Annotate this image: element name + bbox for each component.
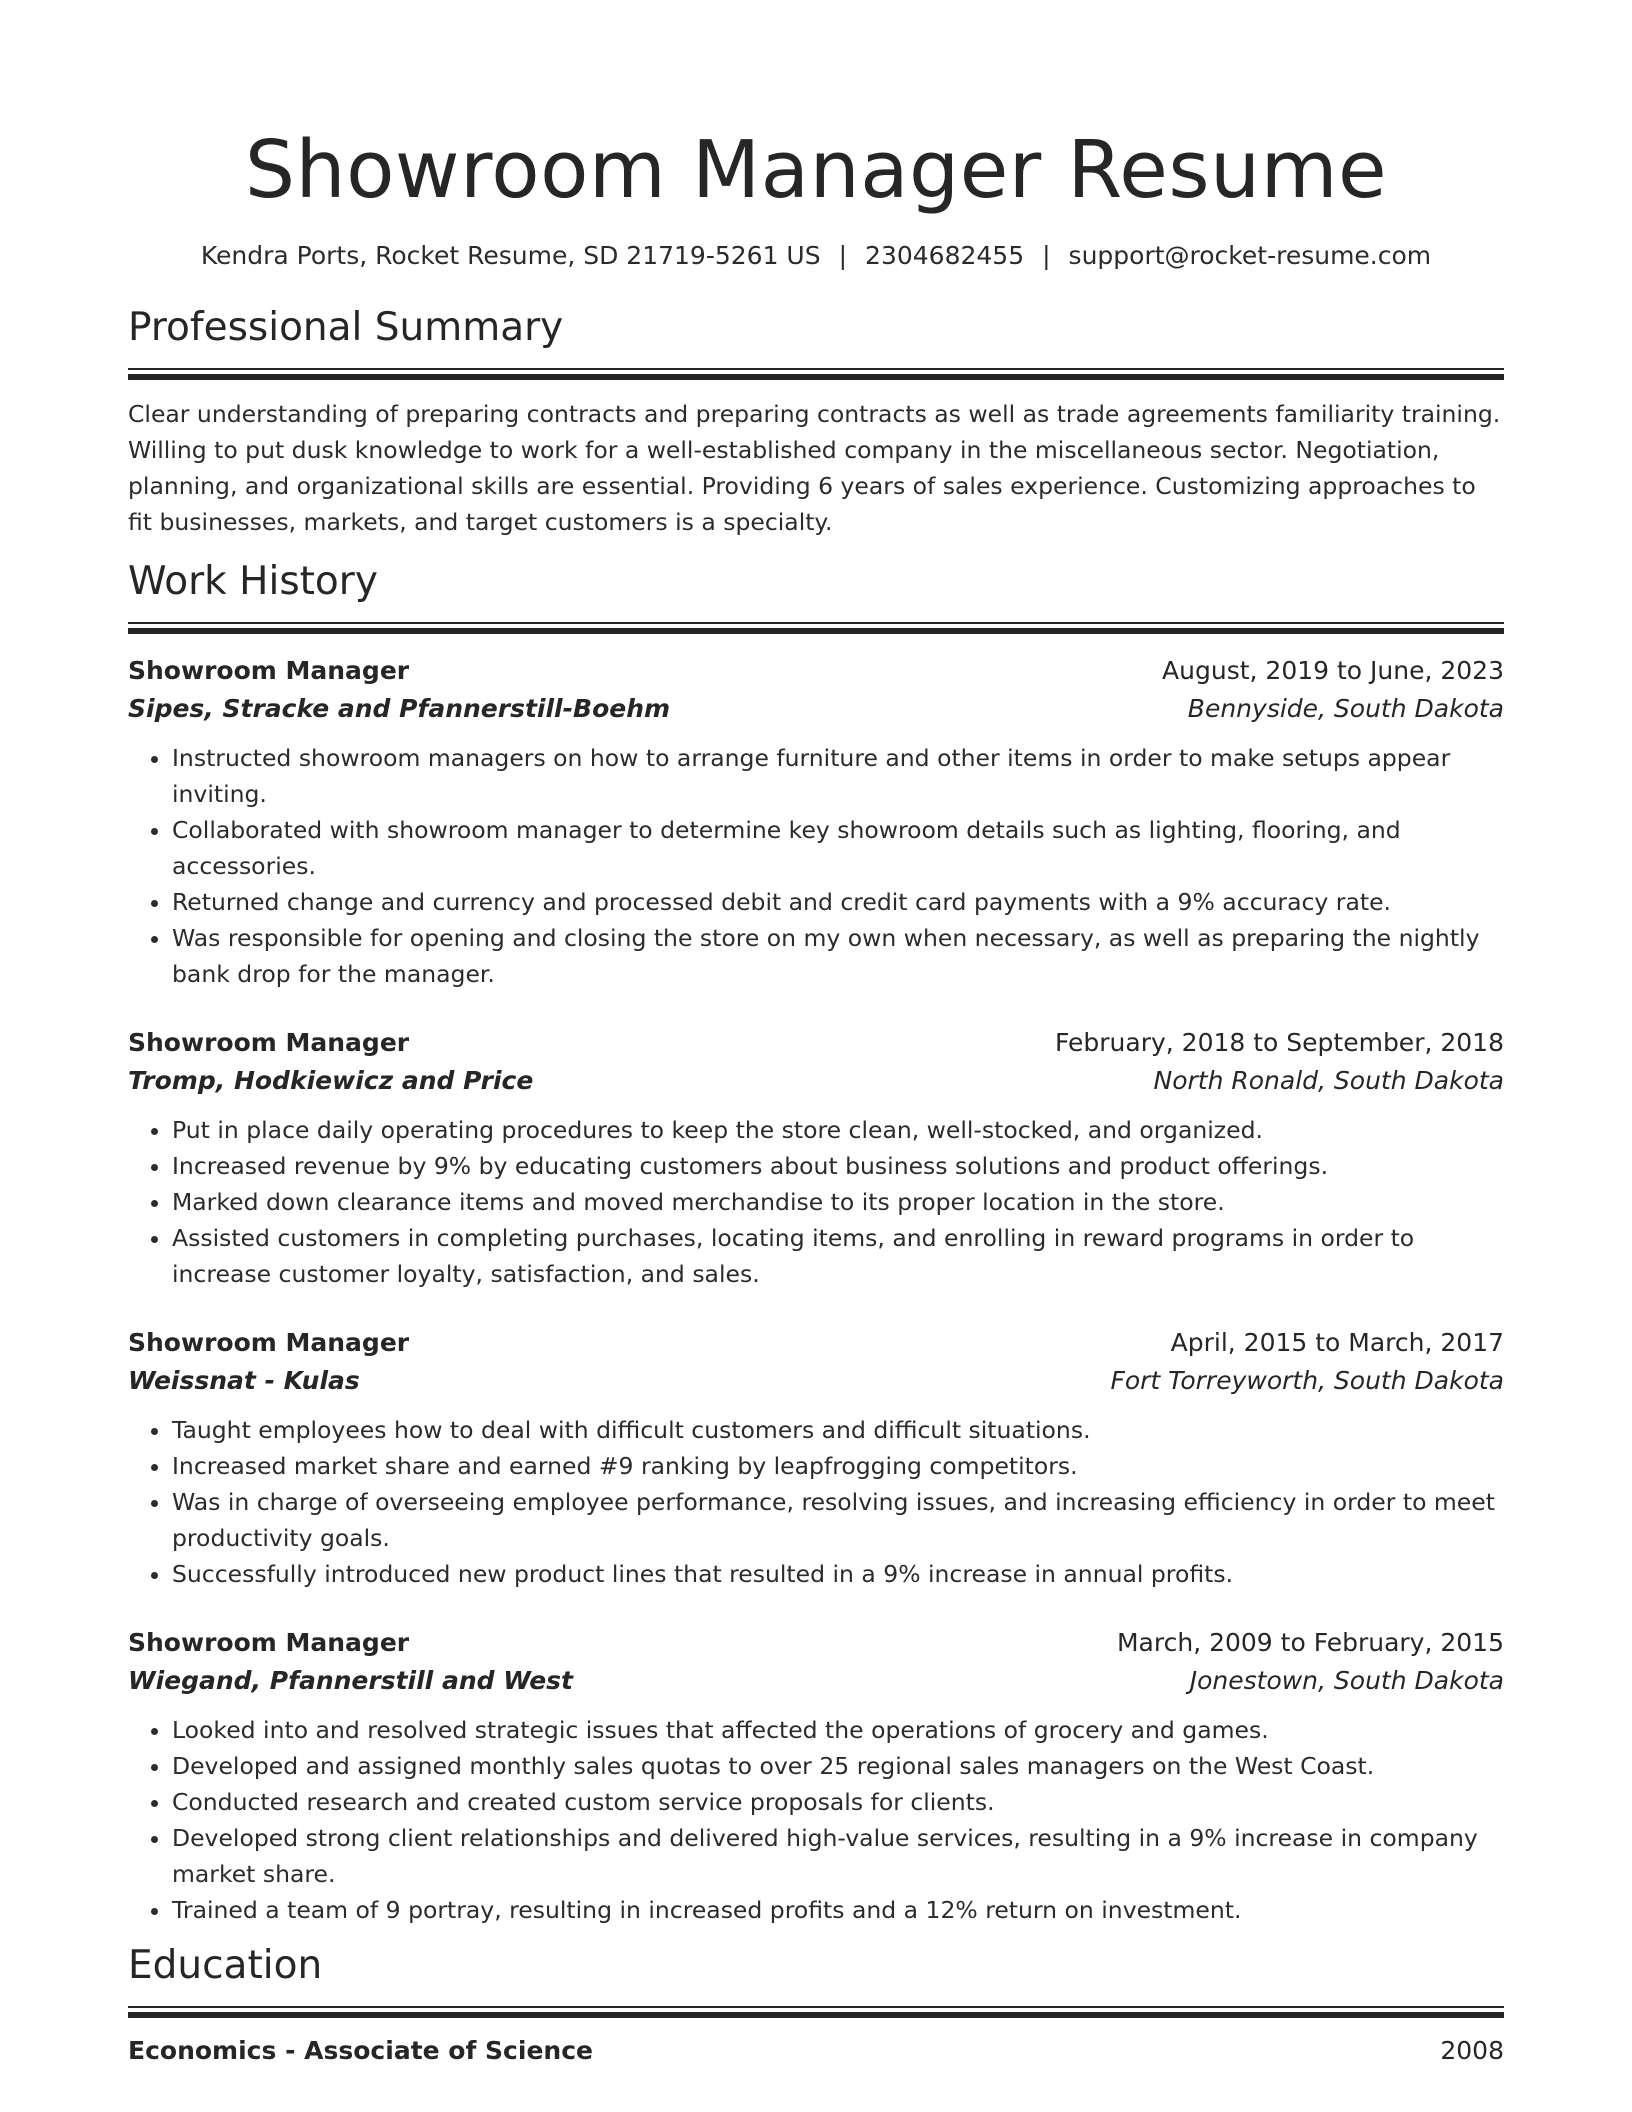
job-location: North Ronald, South Dakota (1153, 1066, 1504, 1095)
job-dates: August, 2019 to June, 2023 (1162, 656, 1504, 685)
job-company: Weissnat - Kulas (128, 1366, 360, 1395)
contact-email: support@rocket-resume.com (1068, 241, 1432, 270)
section-divider (128, 622, 1504, 634)
resume-title: Showroom Manager Resume (244, 124, 1388, 216)
education-entry (128, 2032, 1504, 2070)
bullet-item: • Put in place daily operating procedures to keep the store clean, well-stocked, and organized. (172, 1112, 1504, 1148)
job-title: Showroom Manager (128, 1028, 410, 1057)
bullet-item: • Taught employees how to deal with difficult customers and difficult situations. (172, 1412, 1504, 1448)
education-section (128, 1942, 1504, 2070)
bullet-item: • Conducted research and created custom service proposals for clients. (172, 1784, 1504, 1820)
job-bullets (128, 1412, 1504, 1592)
education-year: 2008 (1440, 2036, 1504, 2065)
job-dates: February, 2018 to September, 2018 (1055, 1028, 1504, 1057)
bullet-item: • Increased market share and earned #9 ranking by leapfrogging competitors. (172, 1448, 1504, 1484)
bullet-item: • Marked down clearance items and moved merchandise to its proper location in the store. (172, 1184, 1504, 1220)
job-entry (128, 1624, 1504, 1928)
education-degree: Economics - Associate of Science (128, 2036, 593, 2065)
section-heading-summary: Professional Summary (128, 305, 564, 350)
bullet-item: • Was in charge of overseeing employee performance, resolving issues, and increasing efficiency in order to meet productivity goals. (172, 1484, 1504, 1556)
job-bullets (128, 1112, 1504, 1292)
bullet-item: • Was responsible for opening and closing the store on my own when necessary, as well as preparing the nightly bank drop for the manager. (172, 920, 1504, 992)
job-bullets (128, 740, 1504, 992)
bullet-item: • Developed and assigned monthly sales quotas to over 25 regional sales managers on the West Coast. (172, 1748, 1504, 1784)
job-company: Tromp, Hodkiewicz and Price (128, 1066, 534, 1095)
bullet-item: • Increased revenue by 9% by educating customers about business solutions and product offerings. (172, 1148, 1504, 1184)
bullet-item: • Trained a team of 9 portray, resulting in increased profits and a 12% return on investment. (172, 1892, 1504, 1928)
section-heading-work-history: Work History (128, 559, 378, 604)
job-title: Showroom Manager (128, 656, 410, 685)
job-dates: March, 2009 to February, 2015 (1116, 1628, 1504, 1657)
work-history-section (128, 558, 1504, 1928)
contact-line (128, 240, 1504, 272)
section-divider (128, 2006, 1504, 2018)
job-location: Bennyside, South Dakota (1187, 694, 1504, 723)
job-location: Jonestown, South Dakota (1189, 1666, 1504, 1695)
job-title: Showroom Manager (128, 1328, 410, 1357)
section-heading-education: Education (128, 1943, 323, 1988)
section-divider (128, 368, 1504, 380)
contact-separator: | (838, 241, 848, 270)
contact-phone: 2304682455 (865, 241, 1025, 270)
job-title: Showroom Manager (128, 1628, 410, 1657)
summary-text: Clear understanding of preparing contracts and preparing contracts as well as trade agreements familiarity training. Willing to put dusk knowledge to work for a well-established company in the miscellaneous sector. Negotiation, planning, and organizational skills are essential. Providing 6 years of sales experience. Customizing approaches to fit businesses, markets, and target customers is a specialty. (128, 400, 1501, 536)
contact-address: Kendra Ports, Rocket Resume, SD 21719-5261 US (200, 241, 821, 270)
job-entry (128, 1324, 1504, 1592)
job-company: Sipes, Stracke and Pfannerstill-Boehm (128, 694, 671, 723)
bullet-item: • Developed strong client relationships and delivered high-value services, resulting in a 9% increase in company market share. (172, 1820, 1504, 1892)
bullet-item: • Collaborated with showroom manager to determine key showroom details such as lighting, flooring, and accessories. (172, 812, 1504, 884)
summary-section (128, 304, 1504, 540)
bullet-item: • Returned change and currency and processed debit and credit card payments with a 9% accuracy rate. (172, 884, 1504, 920)
bullet-item: • Looked into and resolved strategic issues that affected the operations of grocery and games. (172, 1712, 1504, 1748)
bullet-item: • Instructed showroom managers on how to arrange furniture and other items in order to make setups appear inviting. (172, 740, 1504, 812)
job-entry (128, 1024, 1504, 1292)
contact-separator: | (1042, 241, 1051, 270)
job-location: Fort Torreyworth, South Dakota (1110, 1366, 1504, 1395)
job-entry (128, 652, 1504, 992)
bullet-item: • Successfully introduced new product lines that resulted in a 9% increase in annual profits. (172, 1556, 1504, 1592)
bullet-item: • Assisted customers in completing purchases, locating items, and enrolling in reward programs in order to increase customer loyalty, satisfaction, and sales. (172, 1220, 1504, 1292)
job-dates: April, 2015 to March, 2017 (1170, 1328, 1504, 1357)
job-company: Wiegand, Pfannerstill and West (128, 1666, 573, 1695)
job-bullets (128, 1712, 1504, 1928)
